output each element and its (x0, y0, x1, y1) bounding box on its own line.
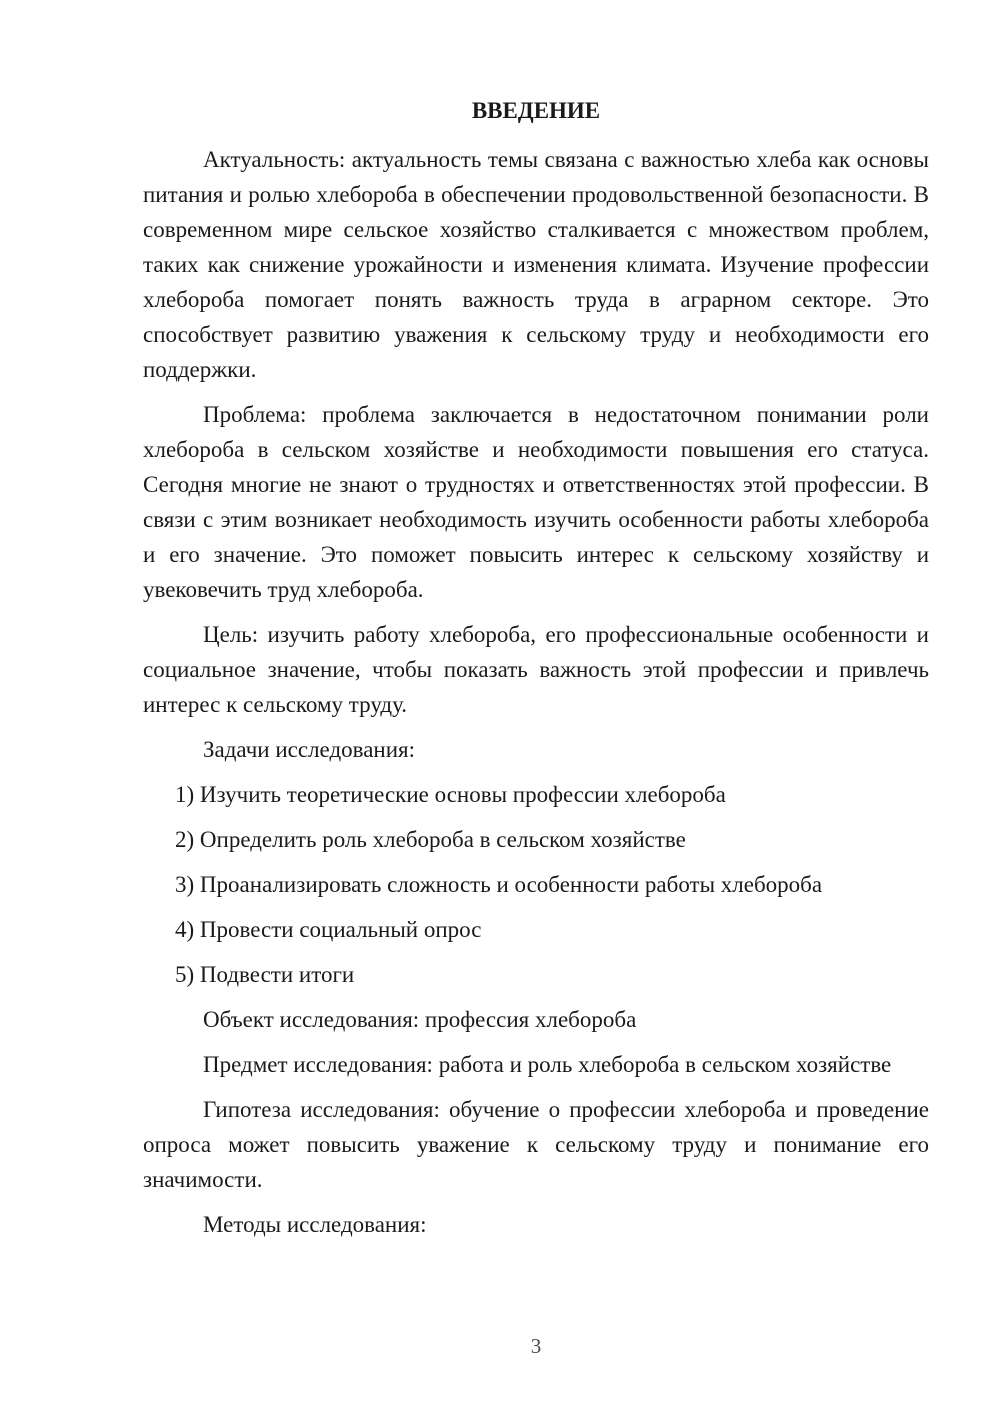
goal-paragraph: Цель: изучить работу хлебороба, его профессиональные особенности и социальное значение, чтобы показать важность этой профессии и привлечь интерес к сельскому труду. (143, 622, 929, 717)
task-item: 5) Подвести итоги (175, 962, 355, 987)
task-item: 2) Определить роль хлебороба в сельском хозяйстве (175, 827, 686, 852)
page-title: ВВЕДЕНИЕ (471, 98, 601, 123)
object-paragraph: Объект исследования: профессия хлебороба (203, 1007, 637, 1032)
task-item: 1) Изучить теоретические основы профессии хлебороба (175, 782, 726, 807)
page-number: 3 (530, 1334, 542, 1358)
tasks-list (143, 777, 929, 992)
hypothesis-paragraph: Гипотеза исследования: обучение о профессии хлебороба и проведение опроса может повысить уважение к сельскому труду и понимание его значимости. (143, 1097, 929, 1192)
task-item: 4) Провести социальный опрос (175, 917, 482, 942)
document-body (143, 142, 929, 1252)
subject-paragraph: Предмет исследования: работа и роль хлебороба в сельском хозяйстве (203, 1052, 892, 1077)
methods-heading: Методы исследования: (203, 1212, 427, 1237)
problem-paragraph: Проблема: проблема заключается в недостаточном понимании роли хлебороба в сельском хозяйстве и необходимости повышения его статуса. Сегодня многие не знают о трудностях и ответственностях этой профессии. В связи с этим возникает необходимость изучить особенности работы хлебороба и его значение. Это поможет повысить интерес к сельскому хозяйству и увековечить труд хлебороба. (143, 402, 929, 602)
relevance-paragraph: Актуальность: актуальность темы связана с важностью хлеба как основы питания и ролью хлебороба в обеспечении продовольственной безопасности. В современном мире сельское хозяйство сталкивается с множеством проблем, таких как снижение урожайности и изменения климата. Изучение профессии хлебороба помогает понять важность труда в аграрном секторе. Это способствует развитию уважения к сельскому труду и необходимости его поддержки. (143, 147, 929, 382)
task-item: 3) Проанализировать сложность и особенности работы хлебороба (175, 872, 823, 897)
tasks-heading: Задачи исследования: (203, 737, 416, 762)
